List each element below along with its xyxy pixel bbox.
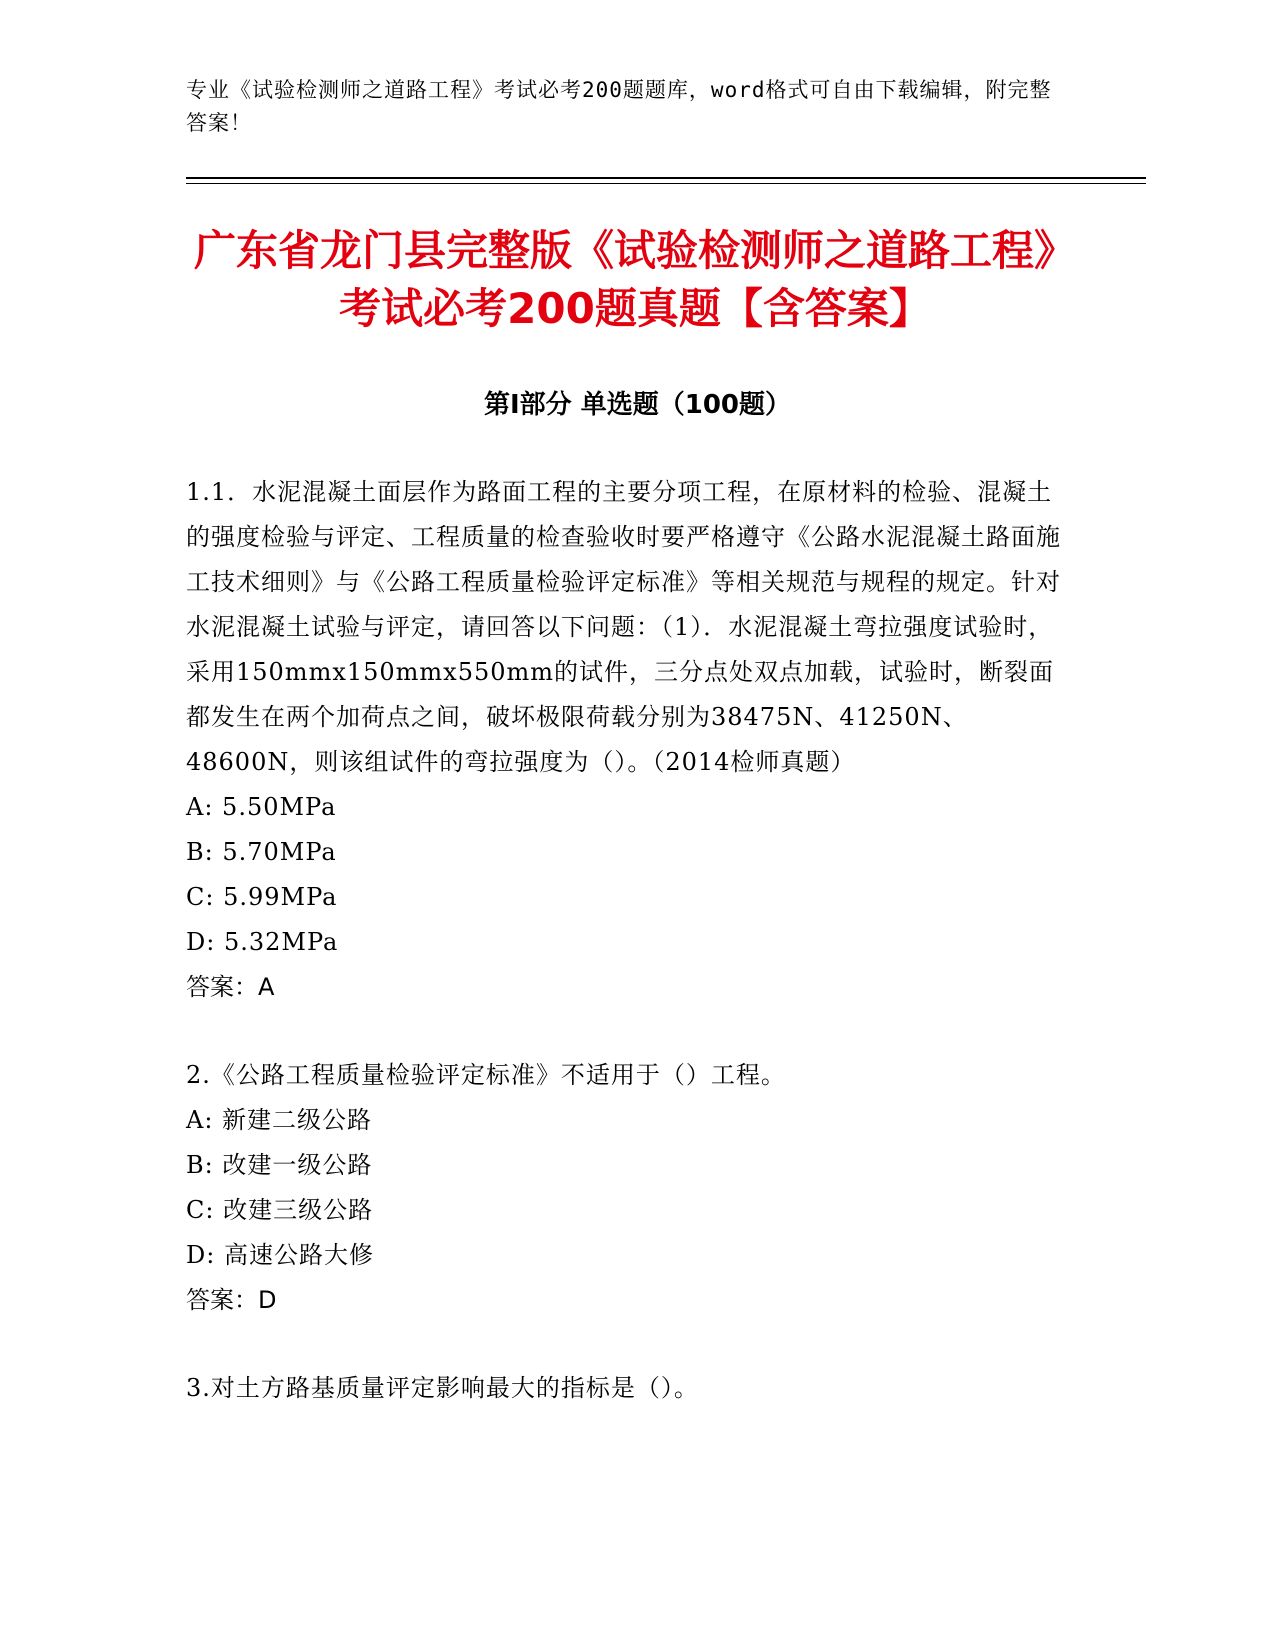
document-title: 广东省龙门县完整版《试验检测师之道路工程》考试必考200题真题【含答案】 <box>193 226 1076 333</box>
option-a: A: 5.50MPa <box>186 793 337 821</box>
header-rule-thin <box>186 183 1146 184</box>
question-3 <box>186 1366 1066 1411</box>
answer: 答案：D <box>186 1286 277 1314</box>
option-c: C: 5.99MPa <box>186 883 338 911</box>
header-note: 专业《试验检测师之道路工程》考试必考200题题库，word格式可自由下载编辑，附完整答案！ <box>186 78 1052 135</box>
option-a: A: 新建二级公路 <box>186 1106 373 1134</box>
question-list <box>186 470 1066 1454</box>
option-b: B: 5.70MPa <box>186 838 337 866</box>
option-d: D: 高速公路大修 <box>186 1241 374 1269</box>
question-2 <box>186 1053 1066 1323</box>
option-b: B: 改建一级公路 <box>186 1151 373 1179</box>
section-heading: 第I部分 单选题（100题） <box>484 390 791 420</box>
option-c: C: 改建三级公路 <box>186 1196 374 1224</box>
question-text: 1.1．水泥混凝土面层作为路面工程的主要分项工程，在原材料的检验、混凝土的强度检验与评定、工程质量的检查验收时要严格遵守《公路水泥混凝土路面施工技术细则》与《公路工程质量检验评定标准》等相关规范与规程的规定。针对水泥混凝土试验与评定，请回答以下问题：（1）．水泥混凝土弯拉强度试验时，采用150mmx150mmx550mm的试件，三分点处双点加载，试验时，断裂面都发生在两个加荷点之间，破坏极限荷载分别为38475N、41250N、48600N，则该组试件的弯拉强度为（）。（2014检师真题） <box>186 478 1061 776</box>
answer: 答案：A <box>186 973 275 1001</box>
question-1 <box>186 470 1066 1010</box>
header-rule-thick <box>186 177 1146 179</box>
option-d: D: 5.32MPa <box>186 928 339 956</box>
question-text: 2.《公路工程质量检验评定标准》不适用于（）工程。 <box>186 1061 786 1089</box>
question-text: 3.对土方路基质量评定影响最大的指标是（）。 <box>186 1374 699 1402</box>
